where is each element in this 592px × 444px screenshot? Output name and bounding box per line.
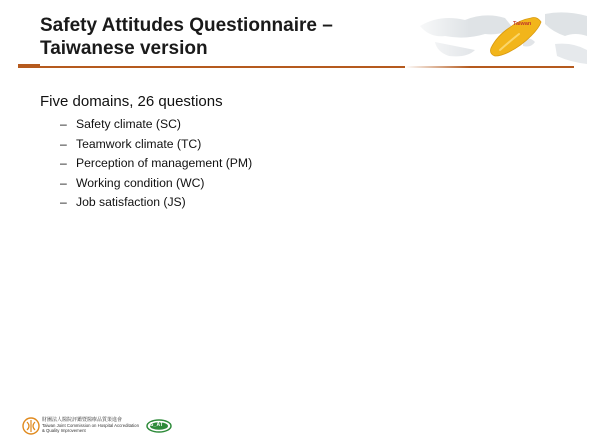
sat-badge-text: S_AT	[150, 421, 164, 428]
map-label: Taiwan	[513, 21, 532, 27]
dash-bullet: –	[60, 136, 67, 151]
map-svg	[405, 6, 590, 68]
list-item-text: Working condition (WC)	[76, 175, 205, 190]
org-name	[42, 417, 139, 433]
footer	[22, 414, 222, 438]
list-item-text: Teamwork climate (TC)	[76, 136, 202, 151]
org-name-en-1: Taiwan Joint Commission on Hospital Accreditation	[42, 423, 139, 428]
list-item-text: Safety climate (SC)	[76, 117, 181, 131]
list-item	[60, 154, 560, 174]
org-name-en-2: & Quality Improvement	[42, 428, 86, 434]
dash-bullet: –	[60, 117, 67, 131]
dash-bullet: –	[60, 175, 67, 190]
list-item-text: Job satisfaction (JS)	[76, 195, 186, 209]
slide-body	[40, 92, 560, 213]
list-item-text: Perception of management (PM)	[76, 156, 253, 170]
list-item	[60, 174, 560, 194]
org-logo-icon	[22, 417, 40, 435]
slide-title	[40, 14, 420, 60]
lead-text: Five domains, 26 questions	[40, 93, 223, 110]
list-item	[60, 193, 560, 213]
org-name-cjk: 財團法人醫院評鑑暨醫療品質策進會	[42, 417, 123, 423]
dash-bullet: –	[60, 156, 67, 170]
list-item	[60, 135, 560, 155]
dash-bullet: –	[60, 195, 67, 209]
slide-title-line-1: Safety Attitudes Questionnaire –	[40, 15, 333, 36]
world-map-graphic	[405, 6, 590, 68]
slide-title-line-2: Taiwanese version	[40, 38, 208, 59]
list-item	[60, 115, 560, 135]
domain-list	[40, 115, 560, 213]
